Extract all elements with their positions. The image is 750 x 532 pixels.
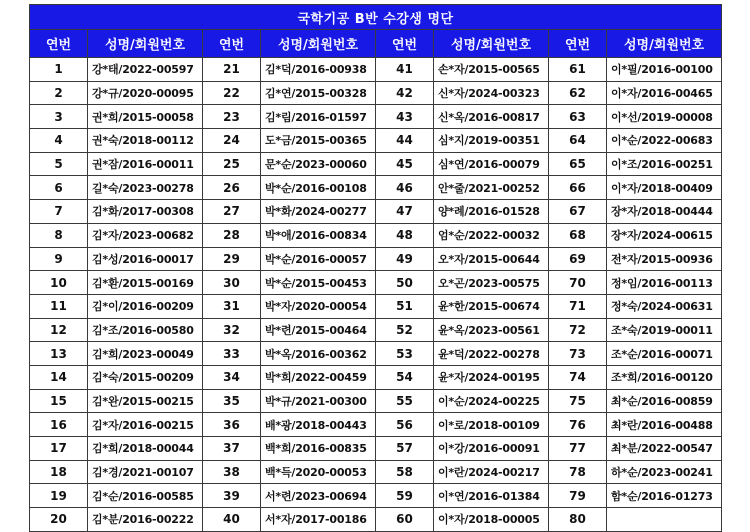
row-number-cell: 71	[549, 294, 607, 318]
row-number-cell: 15	[30, 389, 88, 413]
table-row	[30, 271, 722, 295]
member-name-cell: 박*순/2016-00057	[261, 247, 376, 271]
row-number-cell: 70	[549, 271, 607, 295]
member-name-cell: 김*희/2023-00049	[88, 342, 203, 366]
row-number-cell: 11	[30, 294, 88, 318]
member-name-cell: 강*규/2020-00095	[88, 81, 203, 105]
row-number-cell: 63	[549, 105, 607, 129]
row-number-cell: 64	[549, 129, 607, 153]
member-name-cell: 최*분/2022-00547	[607, 437, 722, 461]
member-name-cell: 이*필/2016-00100	[607, 58, 722, 82]
table-row	[30, 484, 722, 508]
row-number-cell: 54	[376, 365, 434, 389]
table-row	[30, 58, 722, 82]
row-number-cell: 32	[203, 318, 261, 342]
member-name-cell: 이*란/2024-00217	[434, 460, 549, 484]
row-number-cell: 80	[549, 508, 607, 532]
member-name-cell: 손*자/2015-00565	[434, 58, 549, 82]
member-name-cell: 조*숙/2019-00011	[607, 318, 722, 342]
member-name-cell: 강*태/2022-00597	[88, 58, 203, 82]
member-name-cell: 이*순/2024-00225	[434, 389, 549, 413]
member-name-cell: 전*자/2015-00936	[607, 247, 722, 271]
member-name-cell: 김*성/2016-00017	[88, 247, 203, 271]
row-number-cell: 55	[376, 389, 434, 413]
row-number-cell: 75	[549, 389, 607, 413]
member-name-cell: 양*례/2016-01528	[434, 200, 549, 224]
table-row	[30, 105, 722, 129]
row-number-cell: 22	[203, 81, 261, 105]
member-name-cell: 오*자/2015-00644	[434, 247, 549, 271]
member-name-cell: 김*조/2016-00580	[88, 318, 203, 342]
row-number-cell: 1	[30, 58, 88, 82]
member-name-cell: 신*자/2024-00323	[434, 81, 549, 105]
member-name-cell: 김*완/2015-00215	[88, 389, 203, 413]
member-name-cell: 김*분/2016-00222	[88, 508, 203, 532]
table-title: 국학기공 B반 수강생 명단	[30, 5, 722, 30]
row-number-cell: 74	[549, 365, 607, 389]
member-name-cell: 이*연/2016-01384	[434, 484, 549, 508]
member-name-cell: 박*련/2015-00464	[261, 318, 376, 342]
member-name-cell: 안*줄/2021-00252	[434, 176, 549, 200]
member-name-cell: 서*자/2017-00186	[261, 508, 376, 532]
row-number-cell: 29	[203, 247, 261, 271]
member-name-cell: 심*지/2019-00351	[434, 129, 549, 153]
table-row	[30, 389, 722, 413]
table-row	[30, 508, 722, 532]
table-row	[30, 437, 722, 461]
member-name-cell: 백*득/2020-00053	[261, 460, 376, 484]
row-number-cell: 12	[30, 318, 88, 342]
row-number-cell: 69	[549, 247, 607, 271]
member-name-cell: 엄*순/2022-00032	[434, 223, 549, 247]
row-number-cell: 31	[203, 294, 261, 318]
member-name-cell: 최*란/2016-00488	[607, 413, 722, 437]
row-number-cell: 10	[30, 271, 88, 295]
header-number-4: 연번	[549, 30, 607, 58]
row-number-cell: 62	[549, 81, 607, 105]
member-name-cell: 배*광/2018-00443	[261, 413, 376, 437]
row-number-cell: 40	[203, 508, 261, 532]
row-number-cell: 67	[549, 200, 607, 224]
member-name-cell: 박*규/2021-00300	[261, 389, 376, 413]
member-name-cell: 이*강/2016-00091	[434, 437, 549, 461]
row-number-cell: 45	[376, 152, 434, 176]
table-row	[30, 176, 722, 200]
member-name-cell: 김*자/2016-00215	[88, 413, 203, 437]
member-name-cell: 박*화/2024-00277	[261, 200, 376, 224]
member-name-cell: 이*조/2016-00251	[607, 152, 722, 176]
member-name-cell: 박*희/2022-00459	[261, 365, 376, 389]
member-name-cell: 심*연/2016-00079	[434, 152, 549, 176]
table-row	[30, 342, 722, 366]
header-row	[30, 30, 722, 58]
row-number-cell: 43	[376, 105, 434, 129]
row-number-cell: 36	[203, 413, 261, 437]
table-row	[30, 81, 722, 105]
row-number-cell: 27	[203, 200, 261, 224]
row-number-cell: 52	[376, 318, 434, 342]
member-name-cell: 정*임/2016-00113	[607, 271, 722, 295]
member-name-cell: 장*자/2024-00615	[607, 223, 722, 247]
member-name-cell: 이*로/2018-00109	[434, 413, 549, 437]
member-name-cell: 윤*자/2024-00195	[434, 365, 549, 389]
row-number-cell: 3	[30, 105, 88, 129]
row-number-cell: 44	[376, 129, 434, 153]
member-name-cell: 권*숙/2018-00112	[88, 129, 203, 153]
row-number-cell: 50	[376, 271, 434, 295]
roster-sheet	[29, 4, 721, 532]
member-name-cell: 이*선/2019-00008	[607, 105, 722, 129]
member-name-cell: 함*순/2016-01273	[607, 484, 722, 508]
row-number-cell: 9	[30, 247, 88, 271]
member-name-cell	[607, 508, 722, 532]
member-name-cell: 박*옥/2016-00362	[261, 342, 376, 366]
member-name-cell: 김*림/2016-01597	[261, 105, 376, 129]
row-number-cell: 42	[376, 81, 434, 105]
table-row	[30, 152, 722, 176]
member-name-cell: 윤*옥/2023-00561	[434, 318, 549, 342]
row-number-cell: 49	[376, 247, 434, 271]
row-number-cell: 23	[203, 105, 261, 129]
member-name-cell: 서*련/2023-00694	[261, 484, 376, 508]
member-name-cell: 김*화/2017-00308	[88, 200, 203, 224]
member-name-cell: 김*희/2018-00044	[88, 437, 203, 461]
member-name-cell: 최*순/2016-00859	[607, 389, 722, 413]
row-number-cell: 7	[30, 200, 88, 224]
row-number-cell: 79	[549, 484, 607, 508]
roster-table	[29, 4, 722, 532]
row-number-cell: 46	[376, 176, 434, 200]
row-number-cell: 65	[549, 152, 607, 176]
row-number-cell: 4	[30, 129, 88, 153]
row-number-cell: 51	[376, 294, 434, 318]
member-name-cell: 하*순/2023-00241	[607, 460, 722, 484]
header-name-2: 성명/회원번호	[261, 30, 376, 58]
row-number-cell: 24	[203, 129, 261, 153]
row-number-cell: 72	[549, 318, 607, 342]
row-number-cell: 59	[376, 484, 434, 508]
table-row	[30, 294, 722, 318]
row-number-cell: 21	[203, 58, 261, 82]
member-name-cell: 윤*한/2015-00674	[434, 294, 549, 318]
member-name-cell: 문*순/2023-00060	[261, 152, 376, 176]
header-number-2: 연번	[203, 30, 261, 58]
row-number-cell: 25	[203, 152, 261, 176]
member-name-cell: 정*숙/2024-00631	[607, 294, 722, 318]
member-name-cell: 박*순/2016-00108	[261, 176, 376, 200]
row-number-cell: 17	[30, 437, 88, 461]
table-row	[30, 460, 722, 484]
row-number-cell: 38	[203, 460, 261, 484]
header-number-3: 연번	[376, 30, 434, 58]
member-name-cell: 박*순/2015-00453	[261, 271, 376, 295]
member-name-cell: 박*자/2020-00054	[261, 294, 376, 318]
row-number-cell: 5	[30, 152, 88, 176]
table-row	[30, 365, 722, 389]
member-name-cell: 조*희/2016-00120	[607, 365, 722, 389]
row-number-cell: 77	[549, 437, 607, 461]
table-row	[30, 318, 722, 342]
member-name-cell: 김*연/2015-00328	[261, 81, 376, 105]
member-name-cell: 이*자/2016-00465	[607, 81, 722, 105]
row-number-cell: 33	[203, 342, 261, 366]
header-name-3: 성명/회원번호	[434, 30, 549, 58]
row-number-cell: 6	[30, 176, 88, 200]
header-name-1: 성명/회원번호	[88, 30, 203, 58]
member-name-cell: 조*순/2016-00071	[607, 342, 722, 366]
member-name-cell: 백*희/2016-00835	[261, 437, 376, 461]
member-name-cell: 김*경/2021-00107	[88, 460, 203, 484]
member-name-cell: 장*자/2018-00444	[607, 200, 722, 224]
row-number-cell: 66	[549, 176, 607, 200]
member-name-cell: 이*자/2018-00005	[434, 508, 549, 532]
header-number-1: 연번	[30, 30, 88, 58]
row-number-cell: 76	[549, 413, 607, 437]
header-name-4: 성명/회원번호	[607, 30, 722, 58]
member-name-cell: 김*덕/2016-00938	[261, 58, 376, 82]
row-number-cell: 19	[30, 484, 88, 508]
table-row	[30, 223, 722, 247]
table-row	[30, 247, 722, 271]
member-name-cell: 이*자/2018-00409	[607, 176, 722, 200]
row-number-cell: 14	[30, 365, 88, 389]
row-number-cell: 68	[549, 223, 607, 247]
row-number-cell: 78	[549, 460, 607, 484]
table-row	[30, 200, 722, 224]
row-number-cell: 20	[30, 508, 88, 532]
row-number-cell: 60	[376, 508, 434, 532]
row-number-cell: 28	[203, 223, 261, 247]
row-number-cell: 35	[203, 389, 261, 413]
row-number-cell: 39	[203, 484, 261, 508]
member-name-cell: 윤*덕/2022-00278	[434, 342, 549, 366]
row-number-cell: 16	[30, 413, 88, 437]
row-number-cell: 58	[376, 460, 434, 484]
member-name-cell: 김*자/2023-00682	[88, 223, 203, 247]
member-name-cell: 권*희/2015-00058	[88, 105, 203, 129]
member-name-cell: 김*숙/2015-00209	[88, 365, 203, 389]
member-name-cell: 김*순/2016-00585	[88, 484, 203, 508]
row-number-cell: 57	[376, 437, 434, 461]
row-number-cell: 8	[30, 223, 88, 247]
row-number-cell: 13	[30, 342, 88, 366]
member-name-cell: 박*애/2016-00834	[261, 223, 376, 247]
row-number-cell: 53	[376, 342, 434, 366]
row-number-cell: 2	[30, 81, 88, 105]
row-number-cell: 18	[30, 460, 88, 484]
member-name-cell: 이*순/2022-00683	[607, 129, 722, 153]
row-number-cell: 41	[376, 58, 434, 82]
row-number-cell: 48	[376, 223, 434, 247]
roster-body	[30, 58, 722, 532]
row-number-cell: 61	[549, 58, 607, 82]
row-number-cell: 34	[203, 365, 261, 389]
row-number-cell: 30	[203, 271, 261, 295]
member-name-cell: 신*옥/2016-00817	[434, 105, 549, 129]
member-name-cell: 권*잠/2016-00011	[88, 152, 203, 176]
row-number-cell: 26	[203, 176, 261, 200]
member-name-cell: 오*곤/2023-00575	[434, 271, 549, 295]
row-number-cell: 37	[203, 437, 261, 461]
table-row	[30, 413, 722, 437]
member-name-cell: 길*숙/2023-00278	[88, 176, 203, 200]
member-name-cell: 도*금/2015-00365	[261, 129, 376, 153]
row-number-cell: 47	[376, 200, 434, 224]
table-row	[30, 129, 722, 153]
member-name-cell: 김*환/2015-00169	[88, 271, 203, 295]
member-name-cell: 김*이/2016-00209	[88, 294, 203, 318]
row-number-cell: 73	[549, 342, 607, 366]
row-number-cell: 56	[376, 413, 434, 437]
